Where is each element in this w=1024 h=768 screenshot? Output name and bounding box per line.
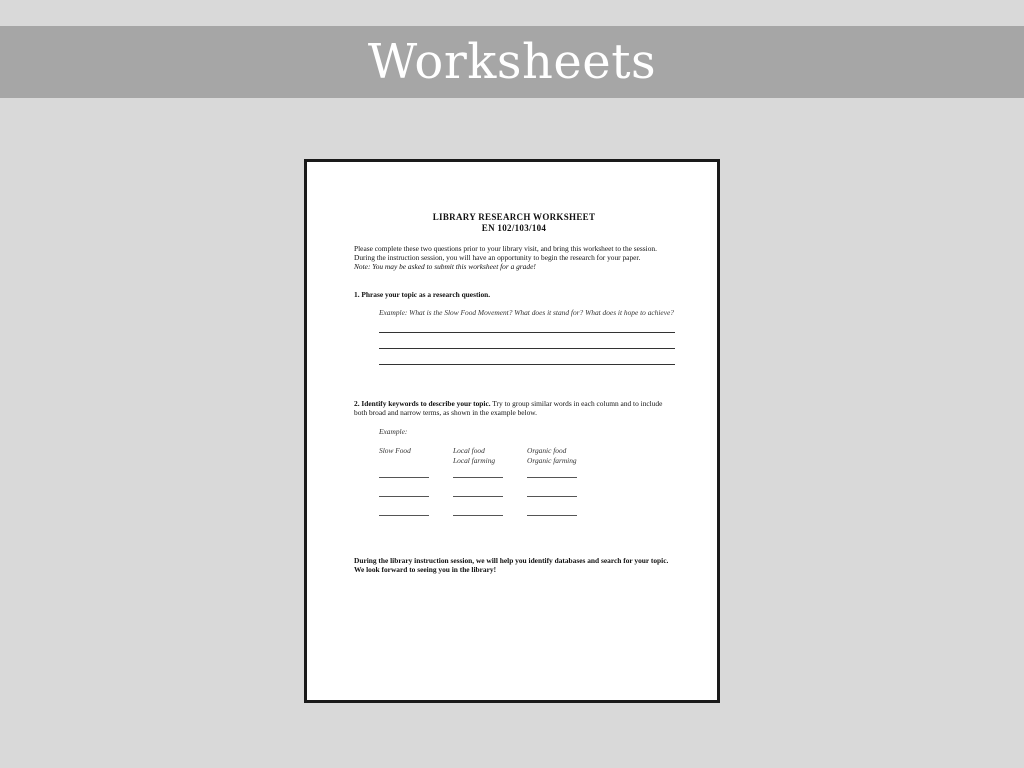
keyword-blank bbox=[453, 496, 503, 497]
worksheet-title bbox=[354, 212, 674, 234]
worksheet-intro: Please complete these two questions prior to your library visit, and bring this worksheet to the session. During the instruction session, you will have an opportunity to begin the research for your paper. bbox=[354, 244, 657, 263]
keyword-column bbox=[527, 446, 601, 464]
keyword-blank bbox=[453, 477, 503, 478]
answer-line bbox=[379, 348, 675, 349]
keyword-term: Organic food bbox=[527, 446, 567, 456]
worksheet-title-line1: LIBRARY RESEARCH WORKSHEET bbox=[432, 212, 596, 222]
keyword-term: Local food bbox=[453, 446, 485, 456]
worksheet-note: Note: You may be asked to submit this worksheet for a grade! bbox=[354, 262, 536, 272]
keyword-blank bbox=[379, 496, 429, 497]
question-1-heading: 1. Phrase your topic as a research question. bbox=[354, 289, 491, 299]
question-1-answer-lines bbox=[379, 332, 675, 365]
worksheet-title-line2: EN 102/103/104 bbox=[481, 223, 547, 233]
keyword-blank-rows bbox=[379, 477, 674, 534]
question-2-heading bbox=[354, 399, 674, 417]
keyword-blank bbox=[379, 477, 429, 478]
keyword-blank-row bbox=[379, 496, 674, 515]
answer-line bbox=[379, 332, 675, 333]
worksheet-closing: During the library instruction session, we will help you identify databases and search for your topic. We look forward to seeing you in the library! bbox=[354, 555, 669, 575]
slide-title-bar bbox=[0, 26, 1024, 98]
question-2-example-label: Example: bbox=[379, 427, 408, 437]
keyword-blank bbox=[527, 515, 577, 516]
answer-line bbox=[379, 364, 675, 365]
keyword-term: Local farming bbox=[453, 455, 496, 465]
keyword-column bbox=[453, 446, 527, 464]
worksheet-content bbox=[354, 212, 674, 574]
keyword-term: Slow Food bbox=[379, 446, 411, 456]
keyword-term: Organic farming bbox=[527, 455, 577, 465]
keyword-blank bbox=[379, 515, 429, 516]
keyword-blank bbox=[453, 515, 503, 516]
keyword-column bbox=[379, 446, 453, 464]
question-1-example: Example: What is the Slow Food Movement? What does it stand for? What does it hope to achieve? bbox=[379, 307, 674, 317]
worksheet-image bbox=[304, 159, 720, 703]
keyword-example-columns bbox=[379, 446, 674, 464]
keyword-blank bbox=[527, 496, 577, 497]
question-2-heading-rest: Try to group similar words in each column and to include both broad and narrow terms, as shown in the example below. bbox=[354, 399, 663, 418]
keyword-blank-row bbox=[379, 477, 674, 496]
keyword-blank-row bbox=[379, 515, 674, 534]
question-2-heading-bold: 2. Identify keywords to describe your topic. bbox=[354, 399, 491, 409]
keyword-blank bbox=[527, 477, 577, 478]
slide-title: Worksheets bbox=[367, 34, 657, 90]
